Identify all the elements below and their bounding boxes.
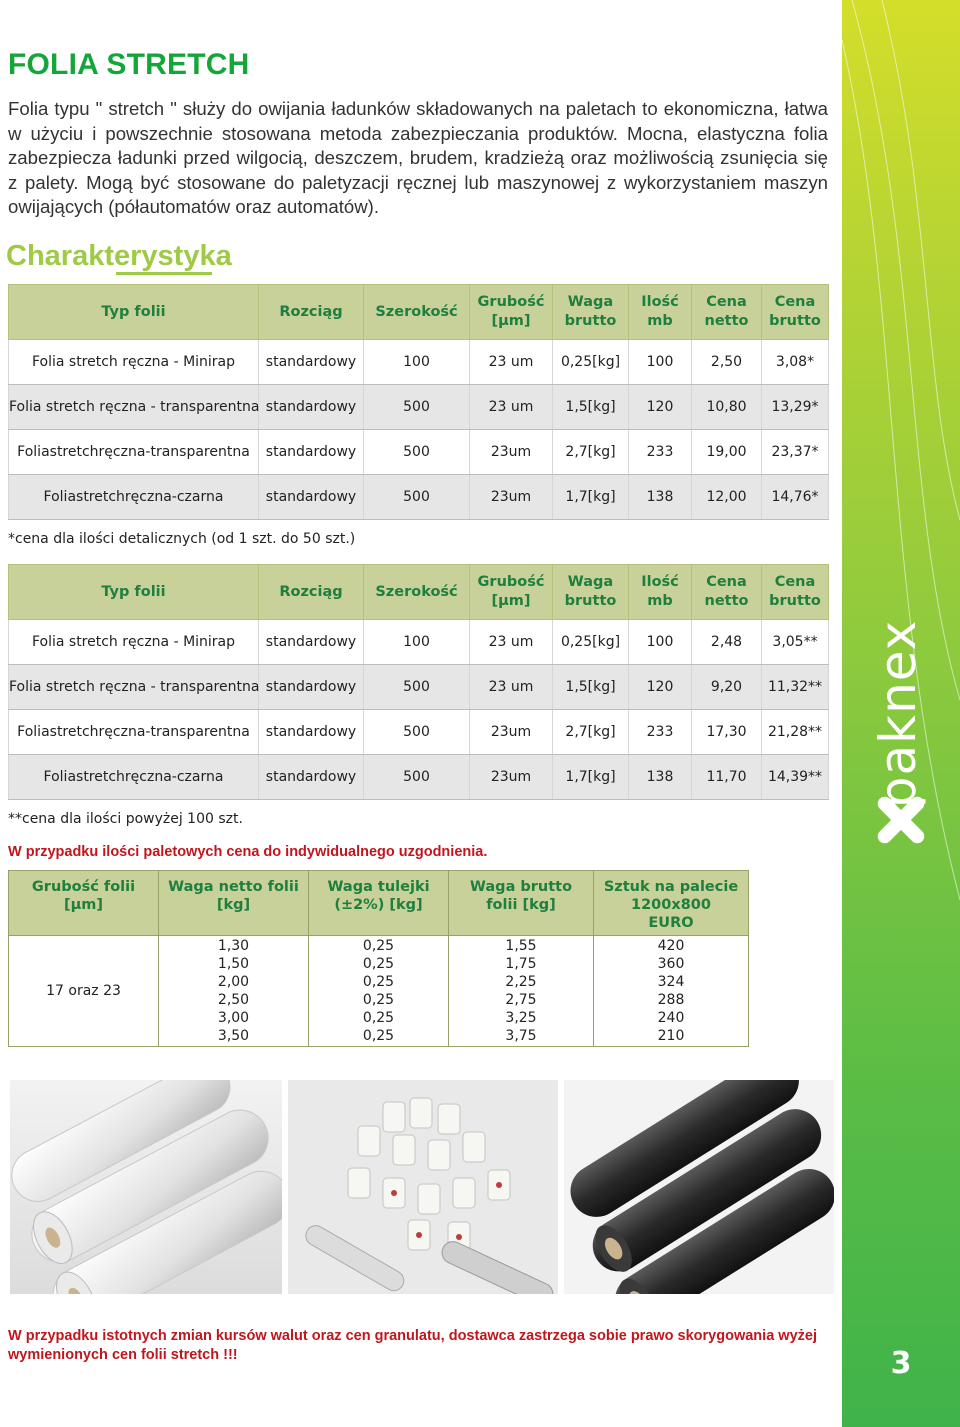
column-header: Szerokość bbox=[364, 285, 470, 340]
table-cell: 500 bbox=[364, 475, 470, 520]
page-number: 3 bbox=[890, 1346, 912, 1381]
table-cell: 14,39** bbox=[762, 755, 829, 800]
table-cell: 21,28** bbox=[762, 710, 829, 755]
table-cell: standardowy bbox=[259, 475, 364, 520]
table-cell: 17,30 bbox=[692, 710, 762, 755]
table-cell: 9,20 bbox=[692, 665, 762, 710]
product-photos bbox=[10, 1080, 834, 1294]
column-header: Szerokość bbox=[364, 565, 470, 620]
column-header: Cena brutto bbox=[762, 285, 829, 340]
table-cell: standardowy bbox=[259, 755, 364, 800]
table-row bbox=[9, 340, 829, 385]
column-header: Cena netto bbox=[692, 565, 762, 620]
column-header: Ilość mb bbox=[629, 565, 692, 620]
spec-gross-weight: 1,55 1,75 2,25 2,75 3,25 3,75 bbox=[449, 936, 594, 1047]
table-row bbox=[9, 665, 829, 710]
price-table-retail bbox=[8, 284, 829, 520]
table-cell: 120 bbox=[629, 385, 692, 430]
table-cell: 100 bbox=[629, 340, 692, 385]
table-cell: 23 um bbox=[470, 665, 553, 710]
currency-disclaimer: W przypadku istotnych zmian kursów walut oraz cen granulatu, dostawca zastrzega sobie prawo skorygowania wyżej wymienionych cen folii stretch !!! bbox=[8, 1328, 817, 1363]
column-header: Typ folii bbox=[9, 565, 259, 620]
table-cell: 1,5[kg] bbox=[553, 385, 629, 430]
table-row bbox=[9, 620, 829, 665]
table-cell: Folia stretch ręczna - transparentna bbox=[9, 665, 259, 710]
table-cell: standardowy bbox=[259, 710, 364, 755]
table-cell: standardowy bbox=[259, 430, 364, 475]
table-cell: 100 bbox=[629, 620, 692, 665]
pallet-price-note: W przypadku ilości paletowych cena do indywidualnego uzgodnienia. bbox=[8, 844, 488, 860]
spec-header: Waga brutto folii [kg] bbox=[449, 871, 594, 936]
table-cell: 500 bbox=[364, 755, 470, 800]
brand-name: paknex bbox=[869, 619, 927, 809]
table-cell: 138 bbox=[629, 475, 692, 520]
table-cell: 3,08* bbox=[762, 340, 829, 385]
table-cell: 1,7[kg] bbox=[553, 755, 629, 800]
table-cell: 12,00 bbox=[692, 475, 762, 520]
table-cell: 11,70 bbox=[692, 755, 762, 800]
spec-header: Sztuk na palecie 1200x800 EURO bbox=[594, 871, 749, 936]
table-cell: 23um bbox=[470, 710, 553, 755]
price-table-bulk bbox=[8, 564, 829, 800]
table-cell: Folia stretch ręczna - Minirap bbox=[9, 340, 259, 385]
spec-header-row bbox=[9, 871, 749, 936]
spec-row bbox=[9, 936, 749, 1047]
table-cell: 23um bbox=[470, 430, 553, 475]
spec-core-weight: 0,25 0,25 0,25 0,25 0,25 0,25 bbox=[309, 936, 449, 1047]
table-cell: 23um bbox=[470, 755, 553, 800]
spec-header: Waga netto folii [kg] bbox=[159, 871, 309, 936]
table-cell: 500 bbox=[364, 430, 470, 475]
side-band bbox=[842, 0, 960, 1427]
column-header: Grubość [μm] bbox=[470, 285, 553, 340]
table-cell: 233 bbox=[629, 430, 692, 475]
table-cell: 100 bbox=[364, 620, 470, 665]
column-header: Rozciąg bbox=[259, 285, 364, 340]
spec-pallet-count: 420 360 324 288 240 210 bbox=[594, 936, 749, 1047]
table-row bbox=[9, 475, 829, 520]
table-header-row bbox=[9, 285, 829, 340]
column-header: Waga brutto bbox=[553, 285, 629, 340]
table-row bbox=[9, 385, 829, 430]
table-cell: standardowy bbox=[259, 665, 364, 710]
table-cell: 1,7[kg] bbox=[553, 475, 629, 520]
spec-header: Grubość folii [μm] bbox=[9, 871, 159, 936]
table-cell: 23 um bbox=[470, 385, 553, 430]
table-cell: 23,37* bbox=[762, 430, 829, 475]
column-header: Ilość mb bbox=[629, 285, 692, 340]
column-header: Cena brutto bbox=[762, 565, 829, 620]
brand-logo bbox=[856, 620, 946, 870]
table-cell: 14,76* bbox=[762, 475, 829, 520]
table-cell: 19,00 bbox=[692, 430, 762, 475]
spec-thickness: 17 oraz 23 bbox=[9, 936, 159, 1047]
table-cell: 1,5[kg] bbox=[553, 665, 629, 710]
table-cell: 2,7[kg] bbox=[553, 710, 629, 755]
table-cell: standardowy bbox=[259, 620, 364, 665]
table-header-row bbox=[9, 565, 829, 620]
table-cell: 500 bbox=[364, 665, 470, 710]
table-cell: Folia stretch ręczna - Minirap bbox=[9, 620, 259, 665]
table-cell: standardowy bbox=[259, 340, 364, 385]
spec-net-weight: 1,30 1,50 2,00 2,50 3,00 3,50 bbox=[159, 936, 309, 1047]
table-cell: 0,25[kg] bbox=[553, 340, 629, 385]
table-row bbox=[9, 430, 829, 475]
table-cell: 3,05** bbox=[762, 620, 829, 665]
spec-header: Waga tulejki (±2%) [kg] bbox=[309, 871, 449, 936]
table-cell: Foliastretchręczna-czarna bbox=[9, 475, 259, 520]
table-cell: 500 bbox=[364, 710, 470, 755]
table-cell: standardowy bbox=[259, 385, 364, 430]
photo-transparent-rolls bbox=[10, 1080, 282, 1294]
table-cell: 23um bbox=[470, 475, 553, 520]
column-header: Waga brutto bbox=[553, 565, 629, 620]
table-cell: Foliastretchręczna-czarna bbox=[9, 755, 259, 800]
heading-underline bbox=[116, 272, 216, 280]
table-row bbox=[9, 710, 829, 755]
table-cell: Foliastretchręczna-transparentna bbox=[9, 430, 259, 475]
intro-paragraph: Folia typu " stretch " służy do owijania ładunków składowanych na paletach to ekonomiczna, łatwa w użyciu i powszechnie stosowana metoda zabezpieczania produktów. Mocna, elastyczna folia zabezpiecza ładunki przed wilgocią, deszczem, brudem, kradzieżą oraz możliwością zsunięcia się z palety. Mogą być stosowane do paletyzacji ręcznej lub maszynowej z wykorzystaniem maszyn owijających (półautomatów oraz automatów). bbox=[8, 98, 828, 217]
table-cell: 138 bbox=[629, 755, 692, 800]
column-header: Cena netto bbox=[692, 285, 762, 340]
column-header: Rozciąg bbox=[259, 565, 364, 620]
page-title: FOLIA STRETCH bbox=[8, 48, 250, 81]
table-cell: 11,32** bbox=[762, 665, 829, 710]
column-header: Typ folii bbox=[9, 285, 259, 340]
photo-black-rolls bbox=[564, 1080, 834, 1294]
table-cell: 2,48 bbox=[692, 620, 762, 665]
table-cell: 500 bbox=[364, 385, 470, 430]
retail-price-note: *cena dla ilości detalicznych (od 1 szt. do 50 szt.) bbox=[8, 531, 356, 547]
table-cell: 23 um bbox=[470, 620, 553, 665]
table-cell: 120 bbox=[629, 665, 692, 710]
table-cell: 23 um bbox=[470, 340, 553, 385]
photo-minirap-rolls bbox=[288, 1080, 558, 1294]
table-cell: Foliastretchręczna-transparentna bbox=[9, 710, 259, 755]
table-cell: 100 bbox=[364, 340, 470, 385]
table-cell: 2,50 bbox=[692, 340, 762, 385]
section-heading: Charakterystyka bbox=[6, 240, 232, 273]
column-header: Grubość [μm] bbox=[470, 565, 553, 620]
table-cell: 13,29* bbox=[762, 385, 829, 430]
table-cell: 10,80 bbox=[692, 385, 762, 430]
table-cell: 233 bbox=[629, 710, 692, 755]
table-row bbox=[9, 755, 829, 800]
table-cell: 0,25[kg] bbox=[553, 620, 629, 665]
table-cell: 2,7[kg] bbox=[553, 430, 629, 475]
spec-table bbox=[8, 870, 749, 1047]
table-cell: Folia stretch ręczna - transparentna bbox=[9, 385, 259, 430]
bulk-price-note: **cena dla ilości powyżej 100 szt. bbox=[8, 811, 243, 827]
